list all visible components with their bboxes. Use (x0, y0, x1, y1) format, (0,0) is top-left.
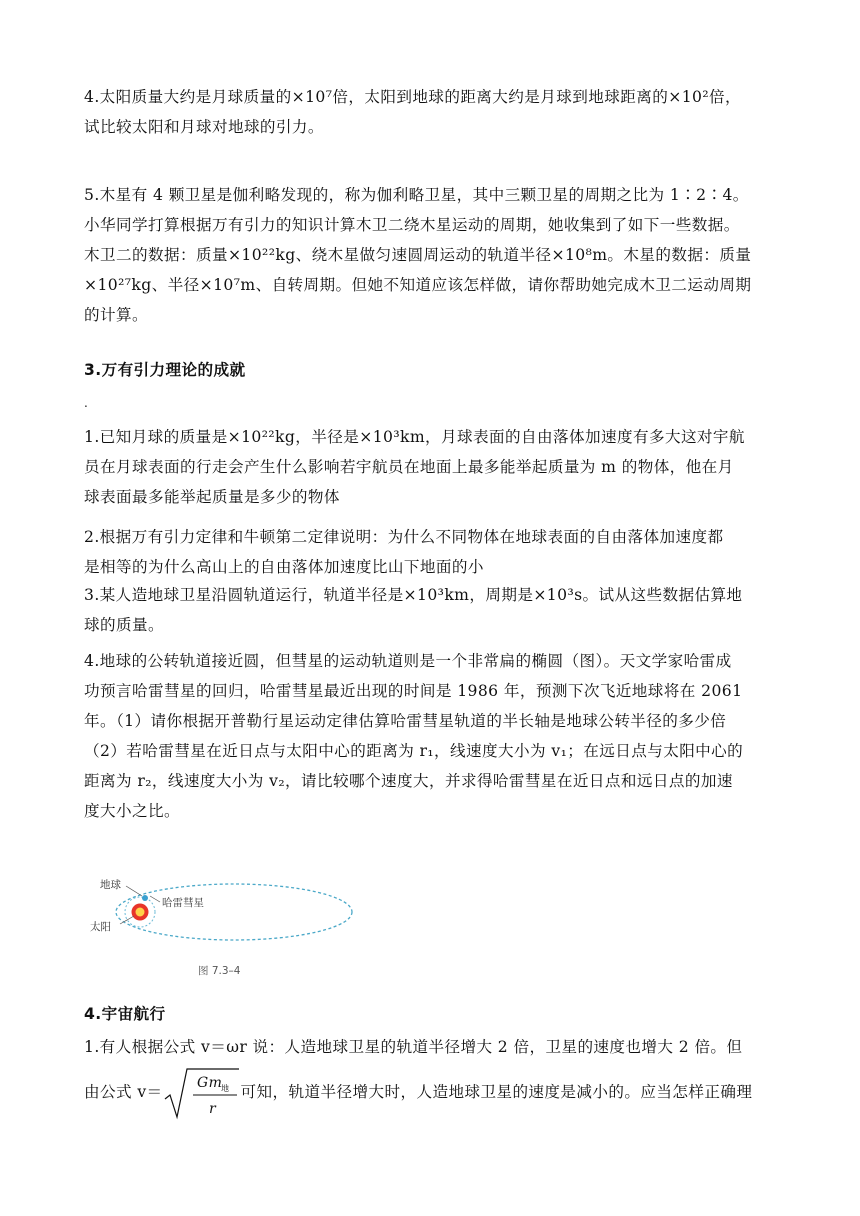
label-earth: 地球 (100, 879, 121, 891)
section-3-question-3 (84, 580, 784, 640)
section-4-question-1 (84, 1032, 784, 1122)
problem-5-line-2: 小华同学打算根据万有引力的知识计算木卫二绕木星运动的周期，她收集到了如下一些数据。 (84, 216, 740, 234)
s3-q4-line-5: 距离为 r₂，线速度大小为 v₂，请比较哪个速度大，并求得哈雷彗星在近日点和远日点的加速 (84, 772, 733, 790)
s4-q1-line-1: 1.有人根据公式 v＝ωr 说：人造地球卫星的轨道半径增大 2 倍，卫星的速度也增大 2 倍。但 (84, 1038, 743, 1056)
problem-5-line-3: 木卫二的数据：质量×10²²kg、绕木星做匀速圆周运动的轨道半径×10⁸m。木星的数据：质量 (84, 246, 752, 264)
s4-q1-line-2-pre: 由公式 v＝ (84, 1083, 163, 1101)
section-3-question-4 (84, 646, 784, 826)
s3-q3-line-2: 球的质量。 (84, 616, 164, 634)
label-comet: 哈雷彗星 (162, 897, 204, 909)
s3-q2-line-1: 2.根据万有引力定律和牛顿第二定律说明：为什么不同物体在地球表面的自由落体加速度都 (84, 528, 724, 546)
formula-numerator: Gm (196, 1075, 222, 1091)
s3-q1-line-2: 员在月球表面的行走会产生什么影响若宇航员在地面上最多能举起质量为 m 的物体，他在月 (84, 458, 734, 476)
s3-q4-line-4: （2）若哈雷彗星在近日点与太阳中心的距离为 r₁，线速度大小为 v₁；在远日点与太阳中心的 (84, 742, 744, 760)
problem-5-line-4: ×10²⁷kg、半径×10⁷m、自转周期。但她不知道应该怎样做，请你帮助她完成木卫二运动周期 (84, 276, 752, 294)
s4-q1-line-2-post: 可知，轨道半径增大时，人造地球卫星的速度是减小的。应当怎样正确理 (240, 1083, 753, 1101)
section-3-question-2 (84, 522, 784, 582)
s3-q1-line-3: 球表面最多能举起质量是多少的物体 (84, 488, 340, 506)
earth-icon (142, 895, 148, 901)
sun-leader-line (120, 916, 134, 924)
comet-orbit-figure (84, 868, 364, 980)
earth-leader-line (126, 886, 142, 896)
figure-caption: 图 7.3–4 (198, 965, 241, 977)
section-3-dot: . (84, 396, 88, 410)
problem-5-line-5: 的计算。 (84, 306, 148, 324)
s3-q1-line-1: 1.已知月球的质量是×10²²kg，半径是×10³km，月球表面的自由落体加速度有多大这对宇航 (84, 428, 745, 446)
comet-orbit (116, 884, 352, 940)
formula-denominator: r (208, 1101, 216, 1117)
s3-q2-line-2: 是相等的为什么高山上的自由落体加速度比山下地面的小 (84, 558, 484, 576)
section-3-heading: 3.万有引力理论的成就 (84, 361, 246, 379)
s3-q3-line-1: 3.某人造地球卫星沿圆轨道运行，轨道半径是×10³km，周期是×10³s。试从这些数据估算地 (84, 586, 743, 604)
problem-4-line-2: 试比较太阳和月球对地球的引力。 (84, 118, 324, 136)
label-sun: 太阳 (90, 921, 111, 933)
sqrt-formula (163, 1065, 241, 1121)
sun-core (136, 908, 145, 917)
problem-5 (84, 180, 784, 330)
section-3-question-1 (84, 422, 784, 512)
s3-q4-line-1: 4.地球的公转轨道接近圆，但彗星的运动轨道则是一个非常扁的椭圆（图）。天文学家哈雷成 (84, 652, 732, 670)
comet-leader-line (150, 896, 160, 902)
problem-4 (84, 82, 784, 142)
problem-5-line-1: 5.木星有 4 颗卫星是伽利略发现的，称为伽利略卫星，其中三颗卫星的周期之比为 1∶2∶4。 (84, 186, 749, 204)
s3-q4-line-3: 年。（1）请你根据开普勒行星运动定律估算哈雷彗星轨道的半长轴是地球公转半径的多少倍 (84, 712, 727, 730)
formula-subscript: 地 (220, 1084, 229, 1093)
s4-q1-line-2 (84, 1062, 784, 1122)
section-4-heading: 4.宇宙航行 (84, 1005, 166, 1023)
s3-q4-line-2: 功预言哈雷彗星的回归，哈雷彗星最近出现的时间是 1986 年，预测下次飞近地球将在 2061 (84, 682, 743, 700)
problem-4-line-1: 4.太阳质量大约是月球质量的×10⁷倍，太阳到地球的距离大约是月球到地球距离的×10²倍， (84, 88, 741, 106)
s3-q4-line-6: 度大小之比。 (84, 802, 180, 820)
